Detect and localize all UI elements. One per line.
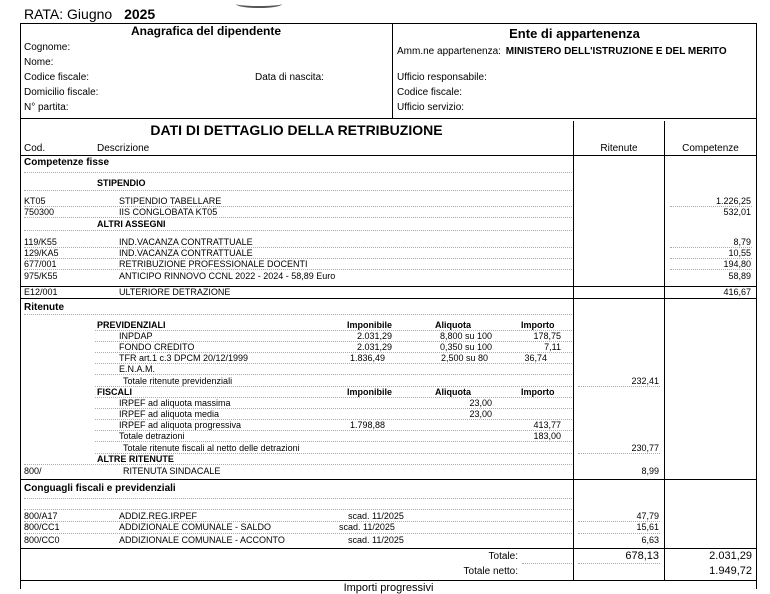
dotted-rule: [95, 430, 572, 431]
rata-label: RATA: Giugno: [24, 6, 113, 22]
comp-cod: 129/KA5: [24, 248, 59, 258]
sindacale-value: 8,99: [641, 466, 659, 476]
dettaglio-title: DATI DI DETTAGLIO DELLA RETRIBUZIONE: [150, 122, 443, 138]
dotted-rule: [95, 374, 572, 375]
prev-imponibile: 2.031,29: [356, 331, 392, 341]
cong-desc: ADDIZIONALE COMUNALE - SALDO: [119, 522, 272, 532]
prev-imponibile: 1.836,49: [349, 353, 385, 363]
cong-amount: 15,61: [636, 522, 659, 532]
comp-cod: 975/K55: [24, 271, 58, 281]
dotted-rule: [24, 533, 572, 534]
comp-desc: RETRIBUZIONE PROFESSIONALE DOCENTI: [119, 259, 308, 269]
importi-progressivi-title: Importi progressivi: [343, 582, 434, 594]
tot-prev-label: Totale ritenute previdenziali: [123, 376, 233, 386]
comp-cod: 750300: [24, 207, 55, 217]
fiscali-group: FISCALI: [97, 387, 132, 397]
comp-desc: IND.VACANZA CONTRATTUALE: [119, 237, 253, 247]
prev-importo: 36,74: [524, 353, 547, 363]
comp-amount: 8,79: [733, 237, 751, 247]
importo-header: Importo: [521, 320, 555, 330]
col-desc-header: Descrizione: [97, 143, 150, 154]
amm-value: MINISTERO DELL'ISTRUZIONE E DEL MERITO: [505, 46, 727, 57]
prev-desc: FONDO CREDITO: [119, 342, 195, 352]
cong-scad: scad. 11/2025: [348, 511, 404, 521]
prev-desc: INPDAP: [119, 331, 153, 341]
prev-desc: E.N.A.M.: [119, 364, 156, 374]
fisc-aliquota: 23,00: [469, 409, 492, 419]
dotted-rule: [670, 206, 752, 207]
prev-importo: 7,11: [544, 342, 561, 352]
rata-header: [24, 6, 155, 22]
tot-fisc-value: 230,77: [631, 443, 659, 453]
ente-cf-label: Codice fiscale:: [397, 87, 463, 98]
cong-desc: ADDIZ.REG.IRPEF: [119, 511, 198, 521]
col-competenze-header: Competenze: [682, 143, 739, 154]
prev-imponibile: 2.031,29: [356, 342, 392, 352]
totale-ritenute: 678,13: [625, 550, 659, 562]
amm-row: [397, 46, 727, 57]
conguagli-section: Conguagli fiscali e previdenziali: [24, 483, 176, 494]
dotted-rule: [578, 386, 660, 387]
comp-desc: ANTICIPO RINNOVO CCNL 2022 - 2024 - 58,89 Euro: [119, 271, 336, 281]
comp-cod: KT05: [24, 196, 46, 206]
sep-conguagli: [20, 479, 757, 480]
totale-competenze: 2.031,29: [709, 550, 752, 562]
col-ritenute-header: Ritenute: [600, 143, 638, 154]
fisc-aliquota: 23,00: [469, 398, 492, 408]
dotted-rule: [24, 258, 572, 259]
prev-desc: TFR art.1 c.3 DPCM 20/12/1999: [119, 353, 249, 363]
comp-desc: ULTERIORE DETRAZIONE: [119, 287, 231, 297]
prev-aliquota: 2,500 su 80: [440, 353, 488, 363]
ufficio-servizio-label: Ufficio servizio:: [397, 102, 465, 113]
dotted-rule: [24, 269, 572, 270]
dotted-rule: [95, 441, 572, 442]
altri-assegni-group: ALTRI ASSEGNI: [97, 219, 166, 229]
netto-value: 1.949,72: [709, 565, 752, 577]
dotted-rule: [95, 397, 572, 398]
comp-desc: IND.VACANZA CONTRATTUALE: [119, 248, 253, 258]
sindacale-cod: 800/: [24, 466, 42, 476]
cong-desc: ADDIZIONALE COMUNALE - ACCONTO: [119, 535, 285, 545]
dotted-rule: [670, 247, 752, 248]
dotted-rule: [24, 172, 572, 173]
dotted-rule: [95, 419, 572, 420]
sep-totals: [20, 548, 757, 549]
data-nascita-label: Data di nascita:: [255, 72, 324, 83]
cong-cod: 800/CC0: [24, 535, 60, 545]
comp-desc: IIS CONGLOBATA KT05: [119, 207, 218, 217]
col-competenze-left: [664, 121, 665, 581]
dotted-rule: [24, 521, 572, 522]
fisc-desc: IRPEF ad aliquota media: [119, 409, 220, 419]
ufficio-resp-label: Ufficio responsabile:: [397, 72, 487, 83]
dotted-rule: [578, 521, 660, 522]
frame-right: [756, 23, 757, 589]
sep-footer: [20, 580, 757, 581]
dotted-rule: [24, 206, 572, 207]
emblem-icon: [236, 0, 282, 8]
sindacale-desc: RITENUTA SINDACALE: [123, 466, 221, 476]
dotted-rule: [95, 330, 572, 331]
cong-scad: scad. 11/2025: [339, 522, 395, 532]
cong-cod: 800/CC1: [24, 522, 60, 532]
fisc-importo: 183,00: [533, 431, 561, 441]
frame-columns-bottom: [20, 155, 757, 156]
dotted-rule: [24, 509, 572, 510]
cong-cod: 800/A17: [24, 511, 58, 521]
dotted-rule: [24, 314, 572, 315]
netto-label: Totale netto:: [463, 566, 518, 577]
cognome-label: Cognome:: [24, 42, 71, 53]
comp-cod: E12/001: [24, 287, 58, 297]
dotted-rule: [670, 258, 752, 259]
col-cod-header: Cod.: [24, 143, 46, 154]
comp-amount: 416,67: [723, 287, 751, 297]
prev-aliquota: 0,350 su 100: [439, 342, 492, 352]
totale-label: Totale:: [488, 551, 518, 562]
dotted-rule: [522, 563, 572, 564]
sep-ritenute: [20, 298, 757, 299]
amm-label: Amm.ne appartenenza:: [397, 46, 501, 57]
fisc-importo: 413,77: [533, 420, 561, 430]
partita-label: N° partita:: [24, 102, 69, 113]
dotted-rule: [95, 352, 572, 353]
tot-fisc-label: Totale ritenute fiscali al netto delle detrazioni: [123, 443, 300, 453]
dotted-rule: [24, 247, 572, 248]
dotted-rule: [578, 563, 660, 564]
domicilio-label: Domicilio fiscale:: [24, 87, 99, 98]
fisc-desc: IRPEF ad aliquota massima: [119, 398, 231, 408]
prev-aliquota: 8,800 su 100: [439, 331, 492, 341]
dotted-rule: [95, 386, 572, 387]
codice-fiscale-label: Codice fiscale:: [24, 72, 90, 83]
ritenute-section: Ritenute: [24, 302, 64, 313]
altre-ritenute-group: ALTRE RITENUTE: [97, 454, 174, 464]
imponibile-header: Imponibile: [347, 387, 392, 397]
fisc-desc: Totale detrazioni: [119, 431, 185, 441]
previdenziali-group: PREVIDENZIALI: [97, 320, 166, 330]
col-ritenute-left: [573, 121, 574, 581]
comp-amount: 532,01: [723, 207, 751, 217]
comp-amount: 58,89: [728, 271, 751, 281]
comp-amount: 1.226,25: [715, 196, 751, 206]
dotted-rule: [24, 464, 572, 465]
aliquota-header: Aliquota: [435, 387, 471, 397]
importo-header: Importo: [521, 387, 555, 397]
comp-cod: 677/001: [24, 259, 57, 269]
comp-amount: 10,55: [728, 248, 751, 258]
competenze-section: Competenze fisse: [24, 157, 110, 168]
dotted-rule: [95, 363, 572, 364]
dotted-rule: [95, 453, 572, 454]
dotted-rule: [95, 341, 572, 342]
comp-amount: 194,80: [723, 259, 751, 269]
stipendio-group: STIPENDIO: [97, 178, 146, 188]
dotted-rule: [24, 230, 572, 231]
dotted-rule: [670, 269, 752, 270]
dotted-rule: [24, 217, 572, 218]
tot-prev-value: 232,41: [631, 376, 659, 386]
dotted-rule: [95, 408, 572, 409]
fisc-desc: IRPEF ad aliquota progressiva: [119, 420, 242, 430]
cong-scad: scad. 11/2025: [348, 535, 404, 545]
prev-importo: 178,75: [533, 331, 561, 341]
dotted-rule: [24, 498, 572, 499]
dotted-rule: [578, 453, 660, 454]
dotted-rule: [578, 533, 660, 534]
ente-title: Ente di appartenenza: [509, 26, 640, 41]
aliquota-header: Aliquota: [435, 320, 471, 330]
anagrafica-title: Anagrafica del dipendente: [130, 24, 282, 38]
fisc-imponibile: 1.798,88: [349, 420, 385, 430]
comp-desc: STIPENDIO TABELLARE: [119, 196, 222, 206]
comp-cod: 119/K55: [24, 237, 57, 247]
rata-year: 2025: [124, 6, 156, 22]
imponibile-header: Imponibile: [347, 320, 392, 330]
dotted-rule: [24, 190, 572, 191]
frame-info-bottom: [20, 118, 757, 119]
cong-amount: 47,79: [636, 511, 659, 521]
frame-left: [20, 23, 21, 589]
nome-label: Nome:: [24, 57, 54, 68]
cong-amount: 6,63: [641, 535, 659, 545]
